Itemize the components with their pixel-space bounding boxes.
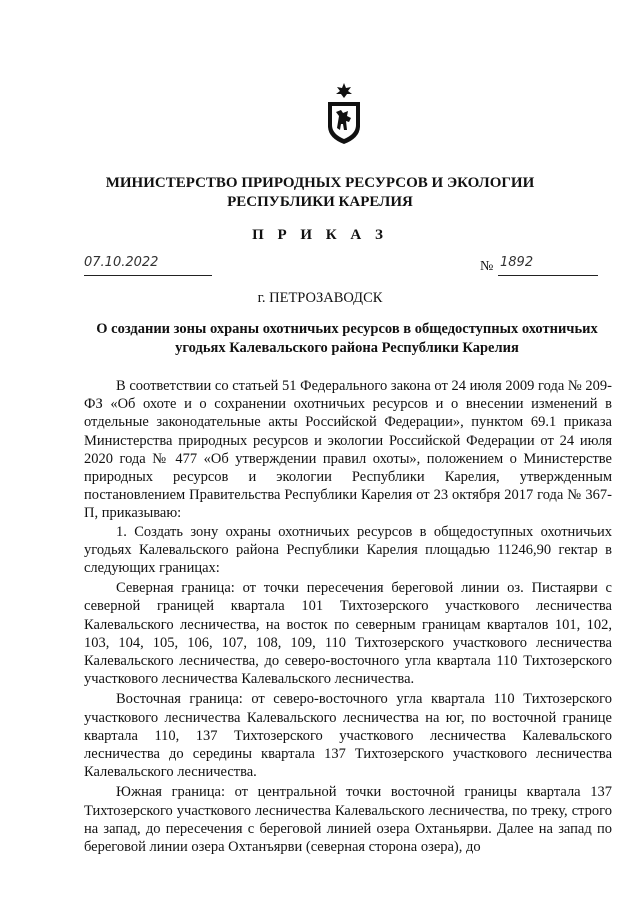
ministry-name-line1: МИНИСТЕРСТВО ПРИРОДНЫХ РЕСУРСОВ И ЭКОЛОГИИ: [105, 175, 535, 191]
order-number-label: №: [480, 259, 494, 274]
paragraph-preamble: В соответствии со статьей 51 Федерального закона от 24 июля 2009 года № 209-ФЗ «Об охоте и о сохранении охотничьих ресурсов и о внесении изменений в отдельные законодательные акты Российской Федерации», пунктом 69.1 приказа Министерства природных ресурсов и экологии Российской Федерации от 24 июля 2020 года № 477 «Об утверждении правил охоты», положением о Министерстве природных ресурсов и экологии Республики Карелия, утвержденным постановлением Правительства Республики Карелия от 23 октября 2017 года № 367-П, приказываю:: [84, 378, 612, 522]
paragraph-east-border: Восточная граница: от северо-восточного угла квартала 110 Тихтозерского участкового лесничества Калевальского лесничества на юг, по восточной границе квартала 110, 137 Тихтозерского участкового лесничества Калевальского лесничества до середины квартала 137 Тихтозерского участкового лесничества Калевальского лесничества.: [84, 691, 612, 781]
city-name: г. ПЕТРОЗАВОДСК: [257, 290, 383, 306]
order-number: 1892: [500, 255, 534, 270]
karelia-coat-of-arms-icon: [322, 82, 366, 146]
order-subject: О создании зоны охраны охотничьих ресурсов в общедоступных охотничьих угодьях Калевальского района Республики Карелия: [96, 321, 598, 356]
order-date: 07.10.2022: [84, 255, 159, 270]
paragraph-south-border: Южная граница: от центральной точки восточной границы квартала 137 Тихтозерского участкового лесничества Калевальского лесничества, по треку, строго на запад, до пересечения с береговой линией озера Охтаньярви. Далее на запад по береговой линии озера Охтанъярви (северная сторона озера), до: [84, 784, 612, 856]
order-title: П Р И К А З: [252, 227, 388, 243]
order-body: [84, 377, 612, 856]
paragraph-item-1: 1. Создать зону охраны охотничьих ресурсов в общедоступных охотничьих угодьях Калевальского района Республики Карелия площадью 11246,90 гектар в следующих границах:: [84, 523, 612, 577]
ministry-name-line2: РЕСПУБЛИКИ КАРЕЛИЯ: [227, 194, 413, 210]
paragraph-north-border: Северная граница: от точки пересечения береговой линии оз. Пистаярви с северной границей квартала 101 Тихтозерского участкового лесничества Калевальского лесничества, на восток по северным границам кварталов 101, 102, 103, 104, 105, 106, 107, 108, 109, 110 Тихтозерского участкового лесничества Калевальского лесничества, до северо-восточного угла квартала 110 Тихтозерского участкового лесничества Калевальского лесничества.: [84, 580, 612, 688]
